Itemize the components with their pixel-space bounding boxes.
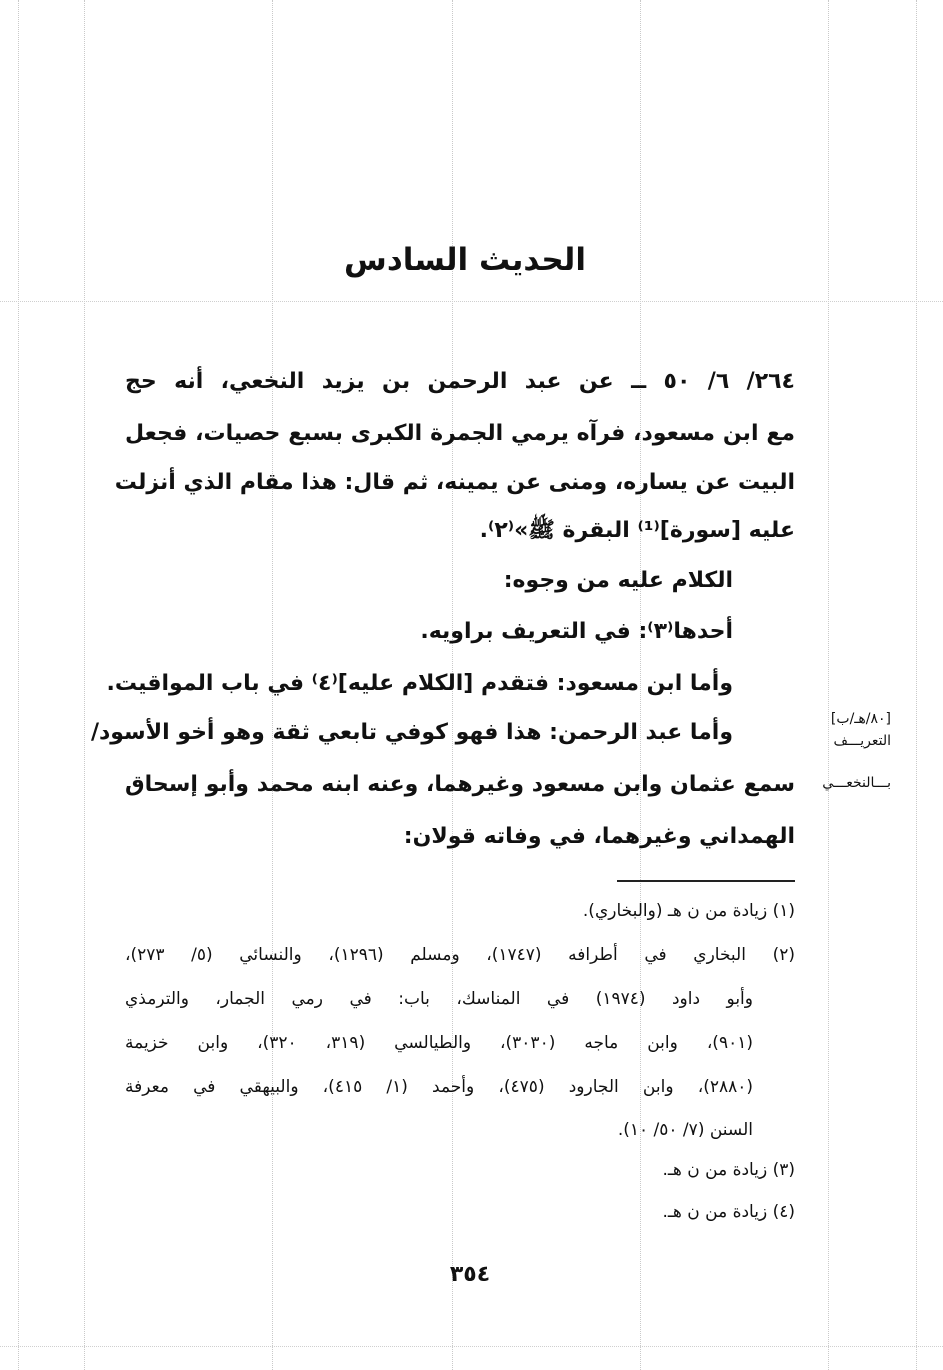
- scan-line: [916, 0, 917, 1370]
- commentary-line: أحدها⁽٣⁾: في التعريف براويه.: [420, 619, 733, 644]
- margin-note-line: [٨٠/هـ/ب]: [830, 711, 891, 727]
- hadith-line: مع ابن مسعود، فرآه يرمي الجمرة الكبرى بسبع حصيات، فجعل: [125, 421, 795, 446]
- margin-note-line: التعريـــف: [833, 733, 891, 749]
- commentary-line: الكلام عليه من وجوه:: [503, 568, 733, 593]
- footnote-line: (٢) البخاري في أطرافه (١٧٤٧)، ومسلم (١٢٩٦)، والنسائي (٥/ ٢٧٣)،: [125, 945, 795, 965]
- scan-line: [0, 1346, 943, 1347]
- footnote-line: السنن (٧/ ٥٠/ ١٠).: [617, 1120, 753, 1140]
- footnote-line: (٩٠١)، وابن ماجه (٣٠٣٠)، والطيالسي (٣١٩، ٣٢٠)، وابن خزيمة: [125, 1033, 753, 1053]
- margin-note-line: بـــالنخعـــي: [822, 775, 891, 791]
- footnote-separator: [617, 880, 795, 882]
- scan-line: [18, 0, 19, 1370]
- page-number: ٣٥٤: [449, 1262, 491, 1287]
- chapter-title: الحديث السادس: [344, 242, 586, 278]
- commentary-line: الهمداني وغيرهما، في وفاته قولان:: [403, 824, 795, 849]
- scan-line: [84, 0, 85, 1370]
- commentary-line: وأما ابن مسعود: فتقدم [الكلام عليه]⁽٤⁾ في باب المواقيت.: [106, 671, 733, 696]
- scan-line: [828, 0, 829, 1370]
- hadith-line: ٢٦٤/ ٦/ ٥٠ ــ عن عبد الرحمن بن يزيد النخعي، أنه حج: [125, 369, 795, 394]
- hadith-line: البيت عن يساره، ومنى عن يمينه، ثم قال: هذا مقام الذي أنزلت: [114, 470, 795, 495]
- footnote-line: (٣) زيادة من ن هـ.: [662, 1160, 795, 1180]
- scan-line: [0, 301, 943, 302]
- footnote-line: (١) زيادة من ن هـ (والبخاري).: [582, 901, 795, 921]
- footnote-line: (٢٨٨٠)، وابن الجارود (٤٧٥)، وأحمد (١/ ٤١٥)، والبيهقي في معرفة: [125, 1077, 753, 1097]
- footnote-line: (٤) زيادة من ن هـ.: [662, 1202, 795, 1222]
- hadith-line: عليه [سورة]⁽¹⁾ البقرة ﷺ»⁽٢⁾.: [479, 518, 795, 543]
- commentary-line: وأما عبد الرحمن: هذا فهو كوفي تابعي ثقة وهو أخو الأسود/: [90, 720, 733, 745]
- margin-note: [803, 708, 891, 794]
- footnote-line: وأبو داود (١٩٧٤) في المناسك، باب: في رمي الجمار، والترمذي: [125, 989, 753, 1009]
- commentary-line: سمع عثمان وابن مسعود وغيرهما، وعنه ابنه محمد وأبو إسحاق: [125, 772, 795, 797]
